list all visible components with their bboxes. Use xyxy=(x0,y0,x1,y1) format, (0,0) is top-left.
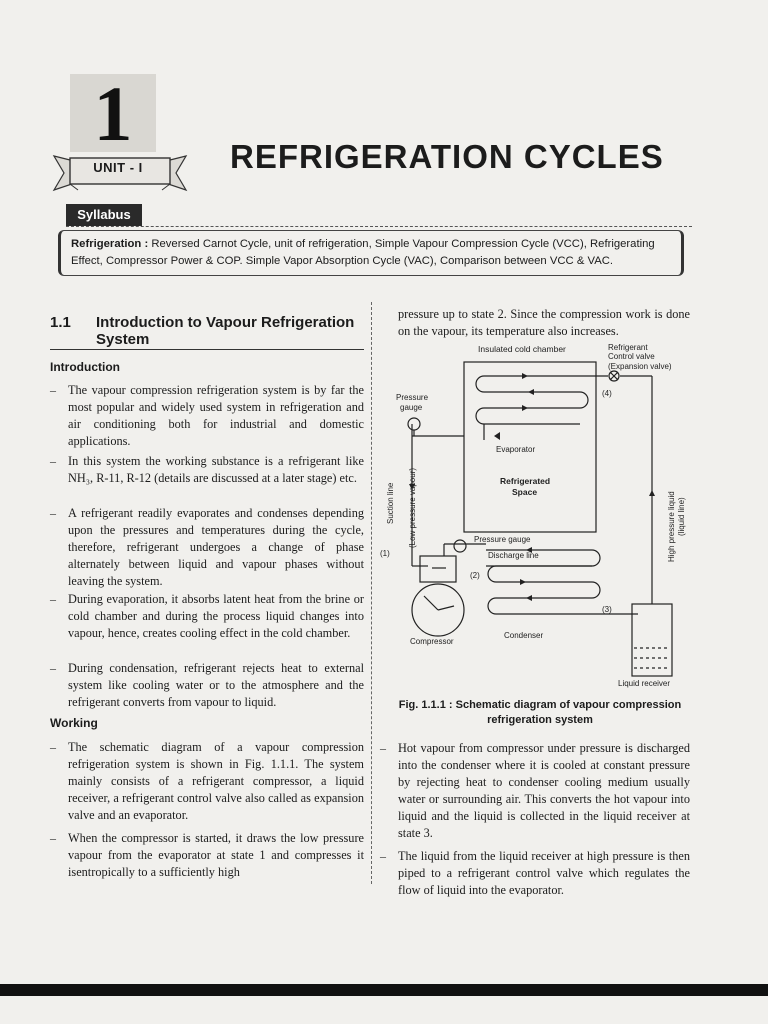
syllabus-label: Refrigeration : xyxy=(71,238,149,250)
right-bullet-1: Hot vapour from compressor under pressure is discharged into the condenser where it is cooled at constant pressure by rejecting heat to condenser cooling medium usually water or surrounding air. This converts the hot vapour into liquid and the liquid is collected in the liquid receiver at state 3. xyxy=(398,741,690,840)
column-divider xyxy=(371,302,373,884)
section-number: 1.1 xyxy=(50,314,71,331)
label-expansion-valve: (Expansion valve) xyxy=(608,362,672,371)
label-refrigerant: Refrigerant xyxy=(608,343,648,352)
bullet-dash: – xyxy=(50,592,56,606)
label-discharge-line: Discharge line xyxy=(488,551,539,560)
label-gauge: gauge xyxy=(400,403,423,412)
bullet-dash: – xyxy=(50,506,56,520)
intro-bullet-1: The vapour compression refrigeration system is by far the most popular and widely used system in refrigeration and air conditioning both for industrial and domestic applications. xyxy=(68,383,364,448)
working-heading: Working xyxy=(50,716,98,730)
figure-caption xyxy=(390,698,690,728)
label-pressure-gauge: Pressure gauge xyxy=(474,535,531,544)
bullet-dash: – xyxy=(50,383,56,397)
label-state-2: (2) xyxy=(470,571,480,580)
label-state-3: (3) xyxy=(602,605,612,614)
bullet-dash: – xyxy=(50,661,56,675)
label-pressure: Pressure xyxy=(396,393,429,402)
bottom-border xyxy=(0,984,768,996)
label-condenser: Condenser xyxy=(504,631,544,640)
working-bullet-2: When the compressor is started, it draws the low pressure vapour from the evaporator at state 1 and compresses it isentropically to a sufficiently high xyxy=(68,831,364,879)
label-liquid-receiver: Liquid receiver xyxy=(618,679,671,688)
label-state-1: (1) xyxy=(380,549,390,558)
label-state-4: (4) xyxy=(602,389,612,398)
unit-label: UNIT - I xyxy=(93,160,143,175)
intro-bullet-2: In this system the working substance is a refrigerant like NH₃, R-11, R-12 (details are discussed at a later stage) etc. xyxy=(68,454,364,485)
vapour-compression-diagram xyxy=(376,340,694,692)
intro-bullet-4: During evaporation, it absorbs latent heat from the brine or cold chamber and during the process liquid changes into vapour, hence, creates cooling effect in the cold chamber. xyxy=(68,592,364,640)
label-high-pressure-liquid: High pressure liquid xyxy=(667,491,676,562)
label-control-valve: Control valve xyxy=(608,352,655,361)
intro-bullet-5: During condensation, refrigerant rejects heat to external system like cooling water or to the atmosphere and the refrigerant converts from vapour to liquid. xyxy=(68,661,364,709)
bullet-dash: – xyxy=(380,849,386,863)
section-title: Introduction to Vapour Refrigeration System xyxy=(96,314,355,348)
expansion-valve-symbol xyxy=(609,371,619,381)
liquid-receiver-tank xyxy=(632,604,672,676)
intro-heading: Introduction xyxy=(50,360,120,374)
chapter-number: 1 xyxy=(93,70,133,157)
label-compressor: Compressor xyxy=(410,637,454,646)
bullet-dash: – xyxy=(50,740,56,754)
condenser-coil xyxy=(488,566,606,614)
bullet-dash: – xyxy=(50,454,56,468)
chapter-title: REFRIGERATION CYCLES xyxy=(230,138,664,175)
working-bullet-1: The schematic diagram of a vapour compression refrigeration system is shown in Fig. 1.1.1. The system mainly consists of a refrigerant compressor, a liquid receiver, a refrigerant control valve also called as expansion valve and an evaporator. xyxy=(68,740,364,822)
label-suction-line: Suction line xyxy=(386,482,395,524)
syllabus-badge: Syllabus xyxy=(66,204,142,226)
label-low-pressure-vapour: (Low pressure vapour) xyxy=(408,467,417,548)
figure-caption-line-1: Fig. 1.1.1 : Schematic diagram of vapour compression xyxy=(398,699,682,711)
bullet-dash: – xyxy=(50,831,56,845)
label-refrigerated: Refrigerated xyxy=(500,476,551,486)
intro-bullet-3: A refrigerant readily evaporates and condenses depending upon the pressures and temperatures during the cycle, therefore, refrigerant undergoes a change of phase alternately between liquid and vapour phases without leaving the system. xyxy=(68,506,364,588)
right-bullet-2: The liquid from the liquid receiver at high pressure is then piped to a refrigerant control valve which regulates the flow of liquid into the evaporator. xyxy=(398,849,690,897)
syllabus-line-1: Reversed Carnot Cycle, unit of refrigeration, Simple Vapour Compression Cycle (VCC), Refrigerating xyxy=(151,238,655,250)
syllabus-box xyxy=(58,230,684,276)
bullet-dash: – xyxy=(380,741,386,755)
label-evaporator: Evaporator xyxy=(496,445,536,454)
section-rule xyxy=(50,349,364,350)
syllabus-line-2: Effect, Compressor Power & COP. Simple Vapor Absorption Cycle (VAC), Comparison between VCC & VAC. xyxy=(71,255,614,267)
evaporator-coil xyxy=(476,376,588,424)
figure-caption-line-2: refrigeration system xyxy=(487,714,593,726)
label-insulated-chamber: Insulated cold chamber xyxy=(478,344,566,354)
label-liquid-line: (liquid line) xyxy=(677,497,686,536)
right-continuation: pressure up to state 2. Since the compression work is done on the vapour, its temperature also increases. xyxy=(398,307,690,338)
label-space: Space xyxy=(512,487,538,497)
syllabus-divider xyxy=(66,226,692,228)
